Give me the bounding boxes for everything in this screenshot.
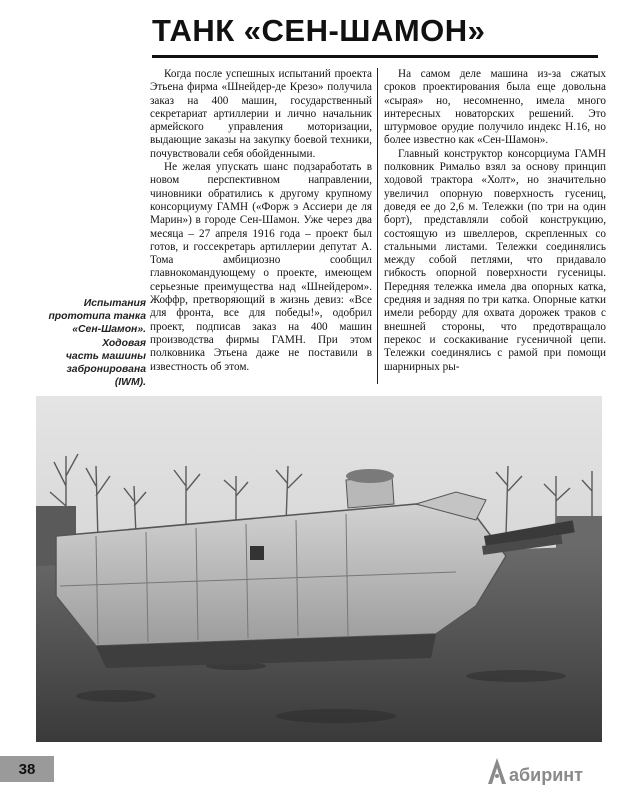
caption-line: прототипа танка: [48, 311, 146, 323]
tank-photo: [36, 396, 602, 742]
title-rule: [152, 55, 598, 58]
caption-line: забронирована: [66, 364, 146, 376]
caption-line: Испытания: [83, 298, 146, 309]
labyrinth-logo-icon: [486, 756, 508, 786]
caption-line: (IWM).: [114, 377, 146, 389]
paragraph: На самом деле машина из-за сжатых сроков проектирования была еще довольна «сырая» но, несомненно, имела много интересных новаторских решений. Это штурмовое орудие получило индекс Н.16, но более известно как «Сен-Шамон».: [384, 68, 606, 147]
watermark-text: абиринт: [509, 765, 583, 785]
caption-line: часть машины: [65, 350, 146, 362]
paragraph: Когда после успешных испытаний проекта Этьена фирма «Шнейдер-де Крезо» получила заказ на 400 машин, государственный секретариат артиллерии и лично начальник армейского управления моторизации, выдающие заказы на закупку боевой техники, почувствовали себя обойденными.: [150, 68, 372, 160]
text-column-right: [384, 68, 606, 386]
paragraph: Главный конструктор консорциума ГАМН полковник Римальо взял за основу принцип ходовой трактора «Холт», но значительно увеличил опорную поверхность гусениц, доведя ее до 2,6 м. Тележки (по три на один борт), представляли собой конструкцию, состоящую из швеллеров, скрепленных со стальными листами. Тележки соединялись между собой петлями, что придавало гибкость опорной поверхности гусеницы. Передняя тележка имела два опорных катка, средняя и задняя по три катка. Опорные катки имели реборду для охвата дорожек траков с внешней стороны, что предотвращало перекос и соскакивание гусеничной цепи. Тележки соединялись с рамой при помощи шарнирных ры-: [384, 147, 606, 373]
photo-caption: [20, 297, 146, 389]
text-column-left: [150, 68, 372, 386]
page-number: 38: [0, 756, 54, 782]
title-block: [152, 14, 598, 60]
caption-line: «Сен-Шамон».: [72, 324, 146, 336]
watermark: [486, 746, 616, 786]
caption-line: Ходовая: [102, 337, 146, 349]
column-divider: [377, 68, 378, 384]
paragraph: Не желая упускать шанс подзаработать в новом перспективном направлении, чиновники обратились к другому крупному консорциуму ГАМН («Форж э Ассиери де ля Марин») в городе Сен-Шамон. Уже через два месяца – 27 апреля 1916 года – проект был готов, и госсекретарь артиллерии депутат А. Тома амбициозно сообщил главнокомандующему о проекте, имеющем серьезные преимущества над «Шнейдером». Жоффр, претворяющий в жизнь девиз: «Все для фронта, все для победы!», одобрил проект, подписав заказ на 400 машин производства фирмы ГАМН. При этом полковника Этьена даже не поставили в известность об этом.: [150, 161, 372, 373]
page-title: ТАНК «СЕН-ШАМОН»: [152, 13, 486, 48]
